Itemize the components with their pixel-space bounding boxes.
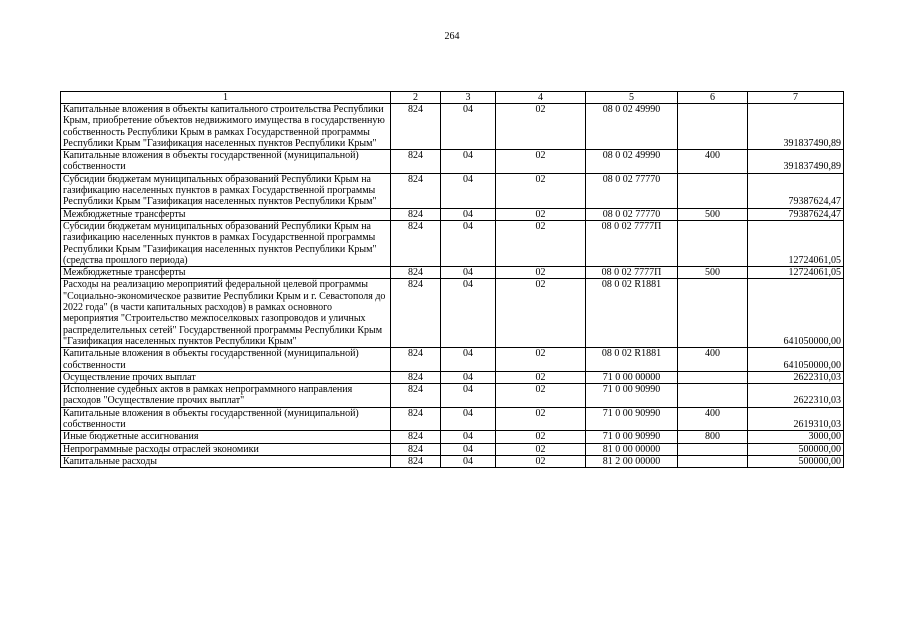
table-row bbox=[61, 407, 844, 431]
budget-table bbox=[60, 91, 844, 468]
section-code-cell: 04 bbox=[441, 279, 496, 348]
column-header: 5 bbox=[586, 92, 678, 104]
subsection-code-cell: 02 bbox=[496, 371, 586, 383]
expense-type-cell bbox=[678, 371, 748, 383]
section-code-cell: 04 bbox=[441, 348, 496, 372]
row-name-cell: Межбюджетные трансферты bbox=[61, 208, 391, 220]
amount-cell: 641050000,00 bbox=[748, 279, 844, 348]
target-article-cell: 08 0 02 7777П bbox=[586, 220, 678, 266]
expense-type-cell bbox=[678, 279, 748, 348]
expense-type-cell: 400 bbox=[678, 407, 748, 431]
expense-type-cell: 500 bbox=[678, 267, 748, 279]
section-code-cell: 04 bbox=[441, 431, 496, 443]
amount-cell: 391837490,89 bbox=[748, 150, 844, 174]
table-row bbox=[61, 150, 844, 174]
amount-cell: 641050000,00 bbox=[748, 348, 844, 372]
target-article-cell: 08 0 02 49990 bbox=[586, 150, 678, 174]
target-article-cell: 81 2 00 00000 bbox=[586, 455, 678, 467]
table-row bbox=[61, 104, 844, 150]
amount-cell: 2622310,03 bbox=[748, 384, 844, 408]
table-row bbox=[61, 443, 844, 455]
section-code-cell: 04 bbox=[441, 267, 496, 279]
table-row bbox=[61, 455, 844, 467]
amount-cell: 12724061,05 bbox=[748, 220, 844, 266]
table-row bbox=[61, 431, 844, 443]
subsection-code-cell: 02 bbox=[496, 348, 586, 372]
ministry-code-cell: 824 bbox=[391, 384, 441, 408]
column-header: 7 bbox=[748, 92, 844, 104]
expense-type-cell: 400 bbox=[678, 150, 748, 174]
expense-type-cell bbox=[678, 455, 748, 467]
target-article-cell: 71 0 00 90990 bbox=[586, 384, 678, 408]
column-header: 3 bbox=[441, 92, 496, 104]
target-article-cell: 08 0 02 49990 bbox=[586, 104, 678, 150]
amount-cell: 500000,00 bbox=[748, 443, 844, 455]
column-header: 1 bbox=[61, 92, 391, 104]
row-name-cell: Субсидии бюджетам муниципальных образований Республики Крым на газификацию населенных пунктов в рамках Государственной программы Республики Крым "Газификация населенных пунктов Республики Крым" (средства прошлого периода) bbox=[61, 220, 391, 266]
table-row bbox=[61, 348, 844, 372]
subsection-code-cell: 02 bbox=[496, 384, 586, 408]
section-code-cell: 04 bbox=[441, 455, 496, 467]
row-name-cell: Непрограммные расходы отраслей экономики bbox=[61, 443, 391, 455]
target-article-cell: 08 0 02 77770 bbox=[586, 208, 678, 220]
section-code-cell: 04 bbox=[441, 220, 496, 266]
target-article-cell: 71 0 00 90990 bbox=[586, 431, 678, 443]
target-article-cell: 81 0 00 00000 bbox=[586, 443, 678, 455]
ministry-code-cell: 824 bbox=[391, 173, 441, 208]
row-name-cell: Капитальные вложения в объекты государственной (муниципальной) собственности bbox=[61, 407, 391, 431]
ministry-code-cell: 824 bbox=[391, 455, 441, 467]
section-code-cell: 04 bbox=[441, 150, 496, 174]
subsection-code-cell: 02 bbox=[496, 150, 586, 174]
table-row bbox=[61, 267, 844, 279]
expense-type-cell bbox=[678, 104, 748, 150]
section-code-cell: 04 bbox=[441, 384, 496, 408]
row-name-cell: Осуществление прочих выплат bbox=[61, 371, 391, 383]
column-header: 4 bbox=[496, 92, 586, 104]
subsection-code-cell: 02 bbox=[496, 104, 586, 150]
row-name-cell: Субсидии бюджетам муниципальных образований Республики Крым на газификацию населенных пунктов в рамках Государственной программы Республики Крым "Газификация населенных пунктов Республики Крым" bbox=[61, 173, 391, 208]
row-name-cell: Расходы на реализацию мероприятий федеральной целевой программы "Социально-экономическое развитие Республики Крым и г. Севастополя до 2022 года" (в части капитальных расходов) в рамках основного мероприятия "Строительство межпоселковых газопроводов и уличных распределительных сетей" Государственной программы Республики Крым "Газификация населенных пунктов Республики Крым" bbox=[61, 279, 391, 348]
amount-cell: 500000,00 bbox=[748, 455, 844, 467]
table-row bbox=[61, 220, 844, 266]
amount-cell: 2622310,03 bbox=[748, 371, 844, 383]
expense-type-cell bbox=[678, 384, 748, 408]
expense-type-cell bbox=[678, 220, 748, 266]
subsection-code-cell: 02 bbox=[496, 173, 586, 208]
row-name-cell: Капитальные вложения в объекты государственной (муниципальной) собственности bbox=[61, 150, 391, 174]
column-header: 6 bbox=[678, 92, 748, 104]
row-name-cell: Иные бюджетные ассигнования bbox=[61, 431, 391, 443]
column-header: 2 bbox=[391, 92, 441, 104]
subsection-code-cell: 02 bbox=[496, 407, 586, 431]
table-row bbox=[61, 371, 844, 383]
expense-type-cell: 800 bbox=[678, 431, 748, 443]
amount-cell: 3000,00 bbox=[748, 431, 844, 443]
row-name-cell: Капитальные вложения в объекты государственной (муниципальной) собственности bbox=[61, 348, 391, 372]
subsection-code-cell: 02 bbox=[496, 455, 586, 467]
amount-cell: 12724061,05 bbox=[748, 267, 844, 279]
ministry-code-cell: 824 bbox=[391, 208, 441, 220]
subsection-code-cell: 02 bbox=[496, 443, 586, 455]
ministry-code-cell: 824 bbox=[391, 371, 441, 383]
target-article-cell: 71 0 00 90990 bbox=[586, 407, 678, 431]
ministry-code-cell: 824 bbox=[391, 348, 441, 372]
target-article-cell: 08 0 02 R1881 bbox=[586, 279, 678, 348]
header-row bbox=[61, 92, 844, 104]
subsection-code-cell: 02 bbox=[496, 220, 586, 266]
ministry-code-cell: 824 bbox=[391, 104, 441, 150]
row-name-cell: Исполнение судебных актов в рамках непрограммного направления расходов "Осуществление прочих выплат" bbox=[61, 384, 391, 408]
ministry-code-cell: 824 bbox=[391, 279, 441, 348]
ministry-code-cell: 824 bbox=[391, 407, 441, 431]
ministry-code-cell: 824 bbox=[391, 150, 441, 174]
amount-cell: 2619310,03 bbox=[748, 407, 844, 431]
expense-type-cell: 500 bbox=[678, 208, 748, 220]
section-code-cell: 04 bbox=[441, 407, 496, 431]
row-name-cell: Капитальные вложения в объекты капитального строительства Республики Крым, приобретение объектов недвижимого имущества в государственную собственность Республики Крым в рамках Государственной программы Республики Крым "Газификация населенных пунктов Республики Крым" bbox=[61, 104, 391, 150]
row-name-cell: Капитальные расходы bbox=[61, 455, 391, 467]
section-code-cell: 04 bbox=[441, 104, 496, 150]
ministry-code-cell: 824 bbox=[391, 443, 441, 455]
expense-type-cell bbox=[678, 173, 748, 208]
target-article-cell: 08 0 02 7777П bbox=[586, 267, 678, 279]
ministry-code-cell: 824 bbox=[391, 431, 441, 443]
amount-cell: 79387624,47 bbox=[748, 208, 844, 220]
expense-type-cell bbox=[678, 443, 748, 455]
table-row bbox=[61, 279, 844, 348]
subsection-code-cell: 02 bbox=[496, 431, 586, 443]
section-code-cell: 04 bbox=[441, 208, 496, 220]
expense-type-cell: 400 bbox=[678, 348, 748, 372]
subsection-code-cell: 02 bbox=[496, 208, 586, 220]
row-name-cell: Межбюджетные трансферты bbox=[61, 267, 391, 279]
subsection-code-cell: 02 bbox=[496, 279, 586, 348]
amount-cell: 79387624,47 bbox=[748, 173, 844, 208]
target-article-cell: 08 0 02 77770 bbox=[586, 173, 678, 208]
ministry-code-cell: 824 bbox=[391, 220, 441, 266]
table-row bbox=[61, 173, 844, 208]
ministry-code-cell: 824 bbox=[391, 267, 441, 279]
section-code-cell: 04 bbox=[441, 173, 496, 208]
table-row bbox=[61, 208, 844, 220]
page-number: 264 bbox=[444, 31, 460, 42]
section-code-cell: 04 bbox=[441, 443, 496, 455]
target-article-cell: 71 0 00 00000 bbox=[586, 371, 678, 383]
target-article-cell: 08 0 02 R1881 bbox=[586, 348, 678, 372]
subsection-code-cell: 02 bbox=[496, 267, 586, 279]
amount-cell: 391837490,89 bbox=[748, 104, 844, 150]
section-code-cell: 04 bbox=[441, 371, 496, 383]
table-row bbox=[61, 384, 844, 408]
